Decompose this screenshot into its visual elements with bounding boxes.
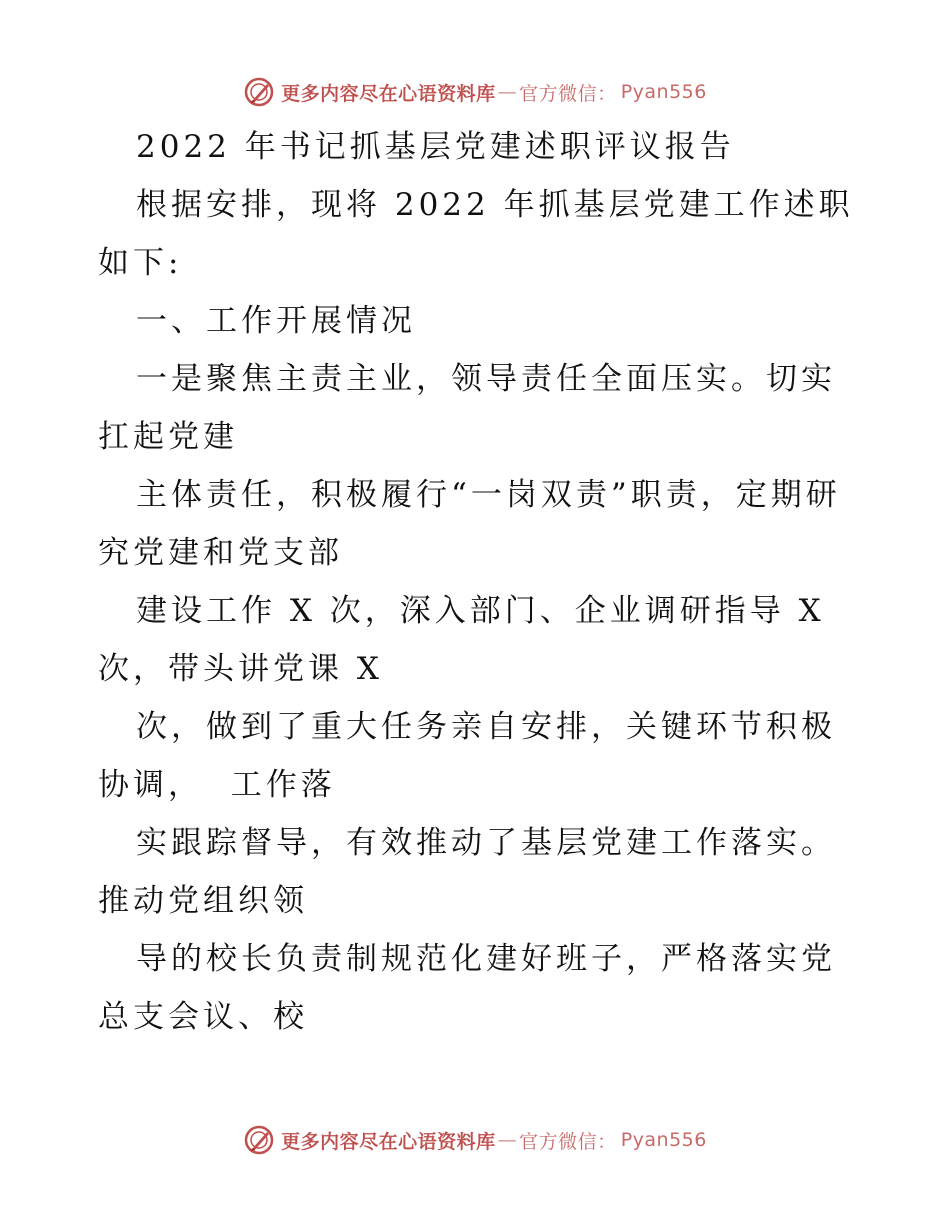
footer-watermark <box>0 1118 950 1162</box>
watermark-wechat-id: Pyan556 <box>620 81 707 103</box>
watermark-dash: — <box>497 1129 518 1151</box>
watermark-official-label: 官方微信： <box>519 82 617 105</box>
document-paragraph: 次，做到了重大任务亲自安排，关键环节积极协调， 工作落 <box>98 709 836 803</box>
header-watermark <box>0 70 950 114</box>
document-paragraph: 实跟踪督导，有效推动了基层党建工作落实。推动党组织领 <box>98 825 836 919</box>
document-paragraph: 建设工作 X 次，深入部门、企业调研指导 X 次，带头讲党课 X <box>98 593 839 687</box>
document-title: 2022 年书记抓基层党建述职评议报告 <box>136 129 735 165</box>
watermark-slogan: 更多内容尽在心语资料库 <box>281 82 496 105</box>
document-paragraph: 根据安排，现将 2022 年抓基层党建工作述职如下: <box>98 187 854 281</box>
quill-seal-icon <box>243 76 275 108</box>
watermark-dash: — <box>497 81 518 103</box>
document-paragraph: 导的校长负责制规范化建好班子，严格落实党总支会议、校 <box>98 941 836 1035</box>
watermark-wechat-id: Pyan556 <box>620 1129 707 1151</box>
document-body <box>98 118 858 1046</box>
document-paragraph: 一是聚焦主责主业，领导责任全面压实。切实扛起党建 <box>98 361 836 455</box>
watermark-slogan: 更多内容尽在心语资料库 <box>281 1130 496 1153</box>
watermark-official-label: 官方微信： <box>519 1130 617 1153</box>
quill-seal-icon <box>243 1124 275 1156</box>
document-paragraph: 一、工作开展情况 <box>136 303 416 339</box>
document-paragraph: 主体责任，积极履行“一岗双责”职责，定期研究党建和党支部 <box>98 477 841 571</box>
